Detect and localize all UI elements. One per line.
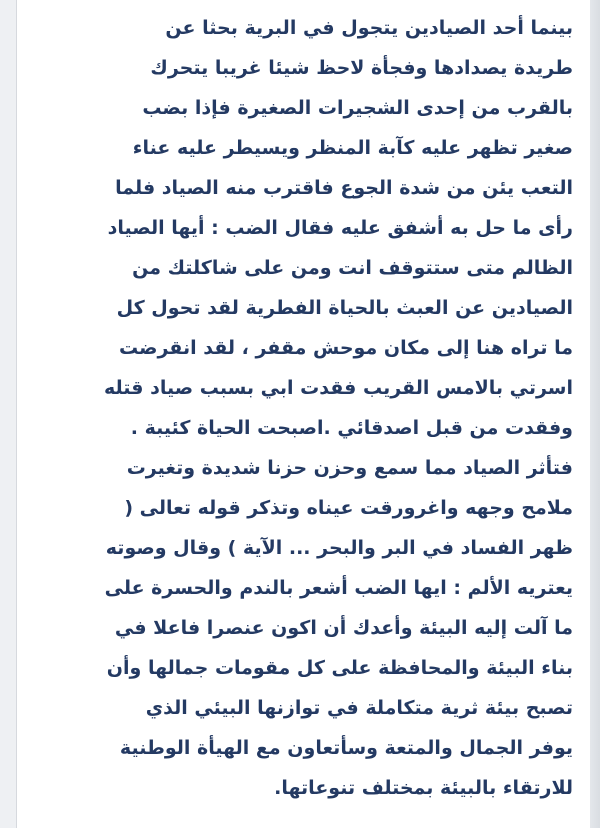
text-line-6: رأى ما حل به أشفق عليه فقال الضب : أيها الصياد <box>107 217 573 239</box>
text-line-13: ملامح وجهه واغرورقت عيناه وتذكر قوله تعالى ( <box>124 497 573 519</box>
text-line-15: يعتريه الألم : ايها الضب أشعر بالندم والحسرة على <box>104 577 573 599</box>
text-line-5: التعب يئن من شدة الجوع فاقترب منه الصياد فلما <box>115 177 573 199</box>
text-line-8: الصيادين عن العبث بالحياة الفطرية لقد تحول كل <box>116 297 573 319</box>
text-line-2: طريدة يصدادها وفجأة لاحظ شيئا غريبا يتحرك <box>150 57 573 79</box>
text-line-12: فتأثر الصياد مما سمع وحزن حزنا شديدة وتغيرت <box>126 457 573 479</box>
text-line-9: ما تراه هنا إلى مكان موحش مقفر ، لقد انقرضت <box>119 337 573 359</box>
text-line-7: الظالم متى ستتوقف انت ومن على شاكلتك من <box>132 257 573 279</box>
text-line-19: يوفر الجمال والمتعة وسأتعاون مع الهيأة الوطنية <box>119 737 573 759</box>
text-line-17: بناء البيئة والمحافظة على كل مقومات جمالها وأن <box>106 657 573 679</box>
text-line-1: بينما أحد الصيادين يتجول في البرية بحثا عن <box>165 17 573 39</box>
text-line-4: صغير تظهر عليه كآبة المنظر ويسيطر عليه عناء <box>132 137 573 159</box>
text-line-11: وفقدت من قبل اصدقائي .اصبحت الحياة كئيبة . <box>130 417 573 439</box>
text-line-18: تصبح بيئة ثرية متكاملة في توازنها البيئي الذي <box>145 697 573 719</box>
text-line-20: للارتقاء بالبيئة بمختلف تنوعاتها. <box>274 777 573 799</box>
text-line-10: اسرتي بالامس القريب فقدت ابي بسبب صياد قتله <box>104 377 573 399</box>
text-line-14: ظهر الفساد في البر والبحر ... الآية ) وقال وصوته <box>105 537 573 559</box>
story-text <box>61 8 573 808</box>
text-line-3: بالقرب من إحدى الشجيرات الصغيرة فإذا بضب <box>142 97 573 119</box>
page-edge <box>590 0 600 828</box>
document-page <box>16 0 592 828</box>
text-line-16: ما آلت إليه البيئة وأعدك أن اكون عنصرا فاعلا في <box>114 617 573 639</box>
